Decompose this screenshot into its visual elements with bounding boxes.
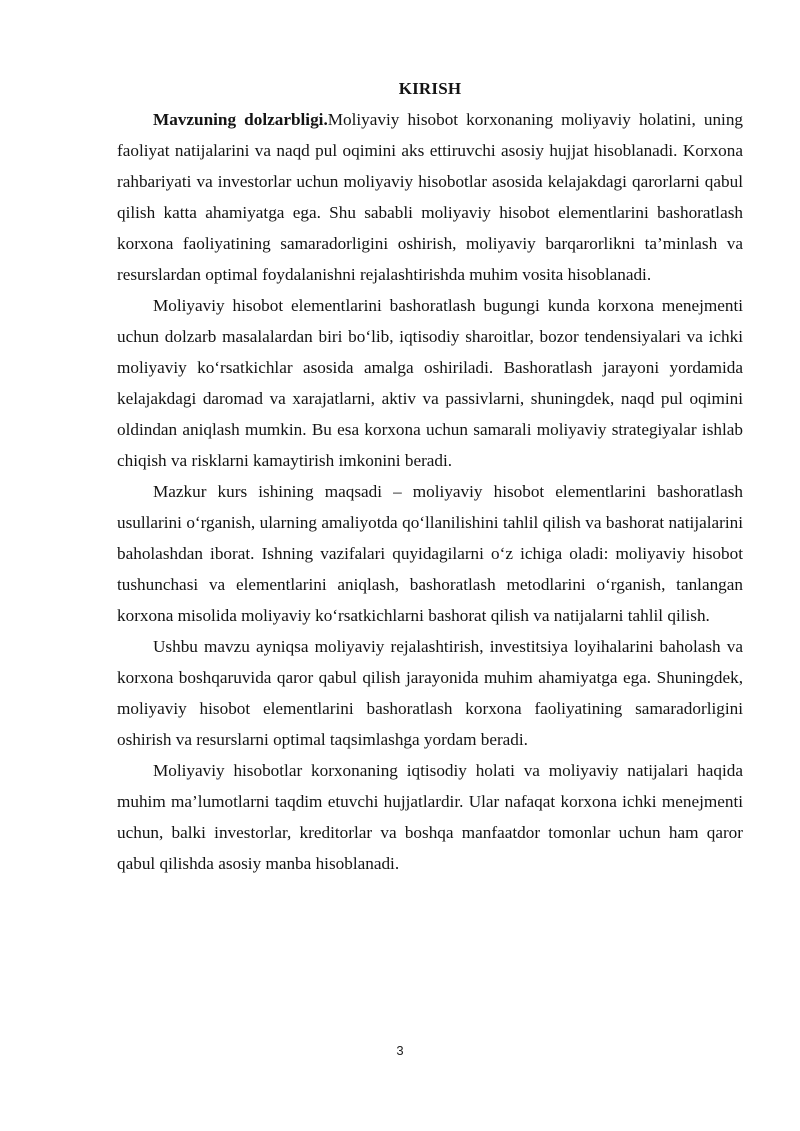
paragraph-lead: Mavzuning dolzarbligi. (153, 110, 328, 129)
paragraph-forecasting (117, 290, 743, 476)
paragraph-text: Moliyaviy hisobot korxonaning moliyaviy holatini, uning faoliyat natijalarini va naqd pul oqimini aks ettiruvchi asosiy hujjat hisoblanadi. Korxona rahbariyati va investorlar uchun moliyaviy hisobotlar asosida kelajakdagi qarorlarni qabul qilish katta ahamiyatga ega. Shu sababli moliyaviy hisobot elementlarini bashoratlash korxona faoliyatining samaradorligini oshirish, moliyaviy barqarorlikni ta’minlash va resurslardan optimal foydalanishni rejalashtirishda muhim vosita hisoblanadi. (117, 110, 744, 284)
paragraph-text: Mazkur kurs ishining maqsadi – moliyaviy hisobot elementlarini bashoratlash usullarini o‘rganish, ularning amaliyotda qo‘llanilishini tahlil qilish va bashorat natijalarini baholashdan iborat. Ishning vazifalari quyidagilarni o‘z ichiga oladi: moliyaviy hisobot tushunchasi va elementlarini aniqlash, bashoratlash metodlarini o‘rganish, tanlangan korxona misolida moliyaviy ko‘rsatkichlarni bashorat qilish va natijalarni tahlil qilish. (117, 482, 743, 625)
paragraph-text: Ushbu mavzu ayniqsa moliyaviy rejalashtirish, investitsiya loyihalarini baholash va korxona boshqaruvida qaror qabul qilish jarayonida muhim ahamiyatga ega. Shuningdek, moliyaviy hisobot elementlarini bashoratlash korxona faoliyatining samaradorligini oshirish va resurslarni optimal taqsimlashga yordam beradi. (117, 637, 743, 749)
section-title: KIRISH (398, 79, 462, 98)
document-page (117, 78, 743, 879)
paragraph-goal (117, 476, 743, 631)
page-number: 3 (396, 1043, 404, 1058)
paragraph-reports (117, 755, 743, 879)
paragraph-relevance (117, 104, 743, 290)
paragraph-text: Moliyaviy hisobotlar korxonaning iqtisodiy holati va moliyaviy natijalari haqida muhim ma’lumotlarni taqdim etuvchi hujjatlardir. Ular nafaqat korxona ichki menejmenti uchun, balki investorlar, kreditorlar va boshqa manfaatdor tomonlar uchun ham qaror qabul qilishda asosiy manba hisoblanadi. (117, 761, 743, 873)
paragraph-text: Moliyaviy hisobot elementlarini bashoratlash bugungi kunda korxona menejmenti uchun dolzarb masalalardan biri bo‘lib, iqtisodiy sharoitlar, bozor tendensiyalari va ichki moliyaviy ko‘rsatkichlar asosida amalga oshiriladi. Bashoratlash jarayoni yordamida kelajakdagi daromad va xarajatlarni, aktiv va passivlarni, shuningdek, naqd pul oqimini oldindan aniqlash mumkin. Bu esa korxona uchun samarali moliyaviy strategiyalar ishlab chiqish va risklarni kamaytirish imkonini beradi. (117, 296, 743, 470)
paragraph-importance (117, 631, 743, 755)
